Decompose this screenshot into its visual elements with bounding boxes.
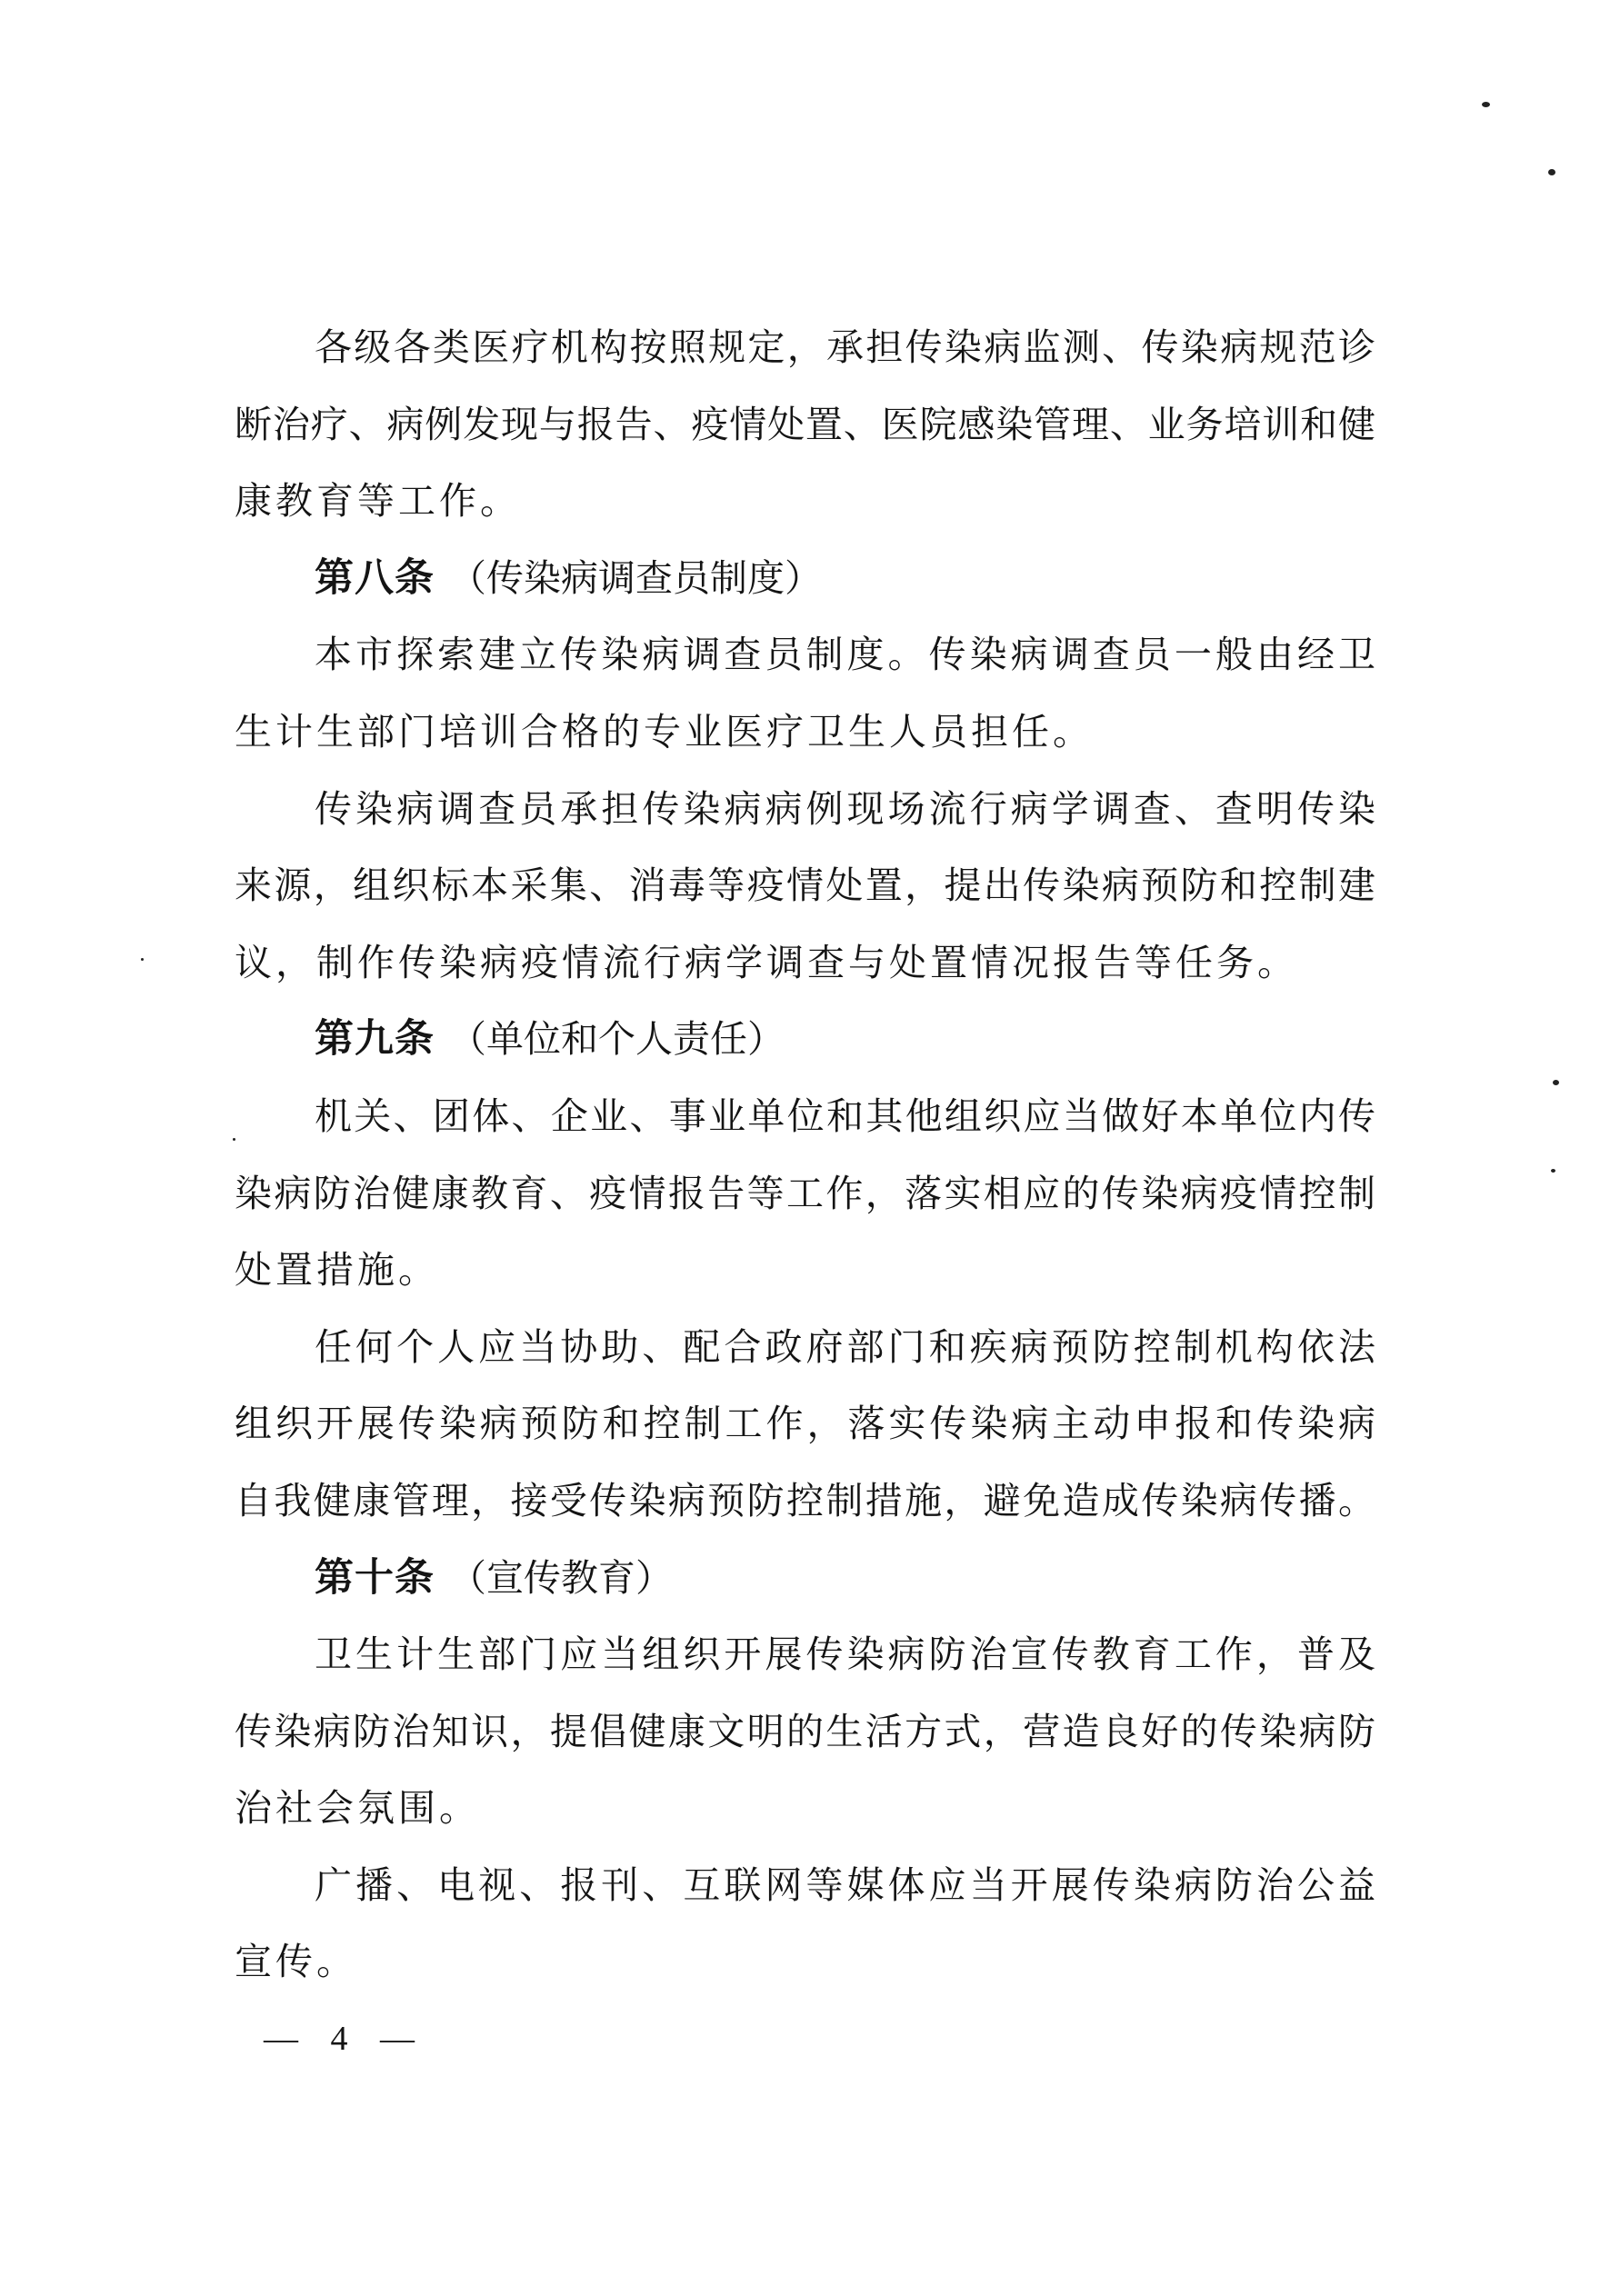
article-section bbox=[235, 540, 1375, 1002]
text-line: 本市探索建立传染病调查员制度。传染病调查员一般由经卫 bbox=[315, 633, 1375, 677]
text-line: 任何个人应当协助、配合政府部门和疾病预防控制机构依法 bbox=[315, 1324, 1375, 1369]
text-line: 机关、团体、企业、事业单位和其他组织应当做好本单位内传 bbox=[315, 1093, 1375, 1138]
text-line: 治社会氛围。 bbox=[235, 1786, 480, 1831]
scan-speck bbox=[1553, 1080, 1559, 1085]
article-section bbox=[235, 1001, 1375, 1539]
text-line: 组织开展传染病预防和控制工作，落实传染病主动申报和传染病 bbox=[235, 1402, 1375, 1446]
article-title: （宣传教育） bbox=[449, 1555, 673, 1600]
paragraph bbox=[235, 1616, 1375, 1847]
article-heading bbox=[235, 540, 1375, 617]
text-line: 宣传。 bbox=[235, 1940, 357, 1984]
scan-speck bbox=[1482, 102, 1490, 107]
text-line: 广播、电视、报刊、互联网等媒体应当开展传染病防治公益 bbox=[315, 1862, 1375, 1907]
text-line: 传染病调查员承担传染病病例现场流行病学调查、查明传染 bbox=[315, 786, 1375, 831]
text-line: 生计生部门培训合格的专业医疗卫生人员担任。 bbox=[235, 709, 1094, 754]
text-line: 各级各类医疗机构按照规定，承担传染病监测、传染病规范诊 bbox=[315, 325, 1375, 369]
text-line: 染病防治健康教育、疫情报告等工作，落实相应的传染病疫情控制 bbox=[235, 1171, 1375, 1215]
article-number: 第十条 bbox=[315, 1554, 435, 1601]
text-line: 议，制作传染病疫情流行病学调查与处置情况报告等任务。 bbox=[235, 940, 1298, 984]
scan-speck bbox=[1548, 169, 1555, 175]
scan-speck bbox=[1551, 1169, 1555, 1173]
article-section bbox=[235, 1540, 1375, 2002]
text-line: 传染病防治知识，提倡健康文明的生活方式，营造良好的传染病防 bbox=[235, 1709, 1375, 1753]
scan-speck bbox=[141, 958, 144, 961]
scan-speck bbox=[233, 1138, 235, 1141]
article-heading bbox=[235, 1001, 1375, 1078]
document-body bbox=[235, 309, 1375, 2001]
text-line: 自我健康管理，接受传染病预防控制措施，避免造成传染病传播。 bbox=[235, 1478, 1375, 1522]
text-line: 康教育等工作。 bbox=[235, 479, 521, 524]
paragraph bbox=[235, 1309, 1375, 1540]
article-heading bbox=[235, 1540, 1375, 1617]
article-number: 第八条 bbox=[315, 554, 435, 601]
text-line: 卫生计生部门应当组织开展传染病防治宣传教育工作，普及 bbox=[315, 1632, 1375, 1677]
article-title: （单位和个人责任） bbox=[449, 1017, 785, 1062]
paragraph bbox=[235, 616, 1375, 770]
page-number: — 4 — bbox=[264, 2020, 415, 2058]
text-line: 断治疗、病例发现与报告、疫情处置、医院感染管理、业务培训和健 bbox=[235, 402, 1375, 446]
article-title: （传染病调查员制度） bbox=[449, 555, 822, 600]
text-line: 处置措施。 bbox=[235, 1248, 439, 1293]
paragraph bbox=[235, 771, 1375, 1002]
paragraph bbox=[235, 309, 1375, 540]
paragraph bbox=[235, 1847, 1375, 2001]
article-number: 第九条 bbox=[315, 1016, 435, 1063]
text-line: 来源，组织标本采集、消毒等疫情处置，提出传染病预防和控制建 bbox=[235, 863, 1375, 908]
paragraph bbox=[235, 1078, 1375, 1309]
